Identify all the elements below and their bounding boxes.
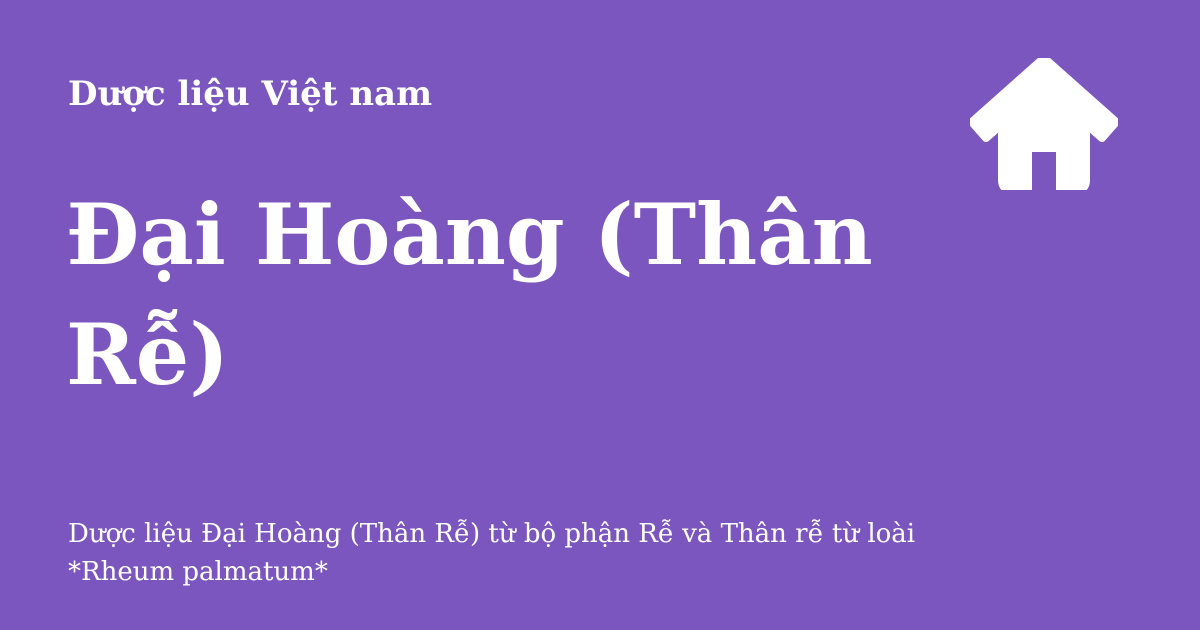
page-title: Đại Hoàng (Thân Rễ) <box>66 185 873 404</box>
home-icon[interactable] <box>970 58 1118 190</box>
site-name: Dược liệu Việt nam <box>68 74 433 114</box>
page-description: Dược liệu Đại Hoàng (Thân Rễ) từ bộ phận Rễ và Thân rễ từ loài *Rheum palmatum* <box>68 519 916 587</box>
